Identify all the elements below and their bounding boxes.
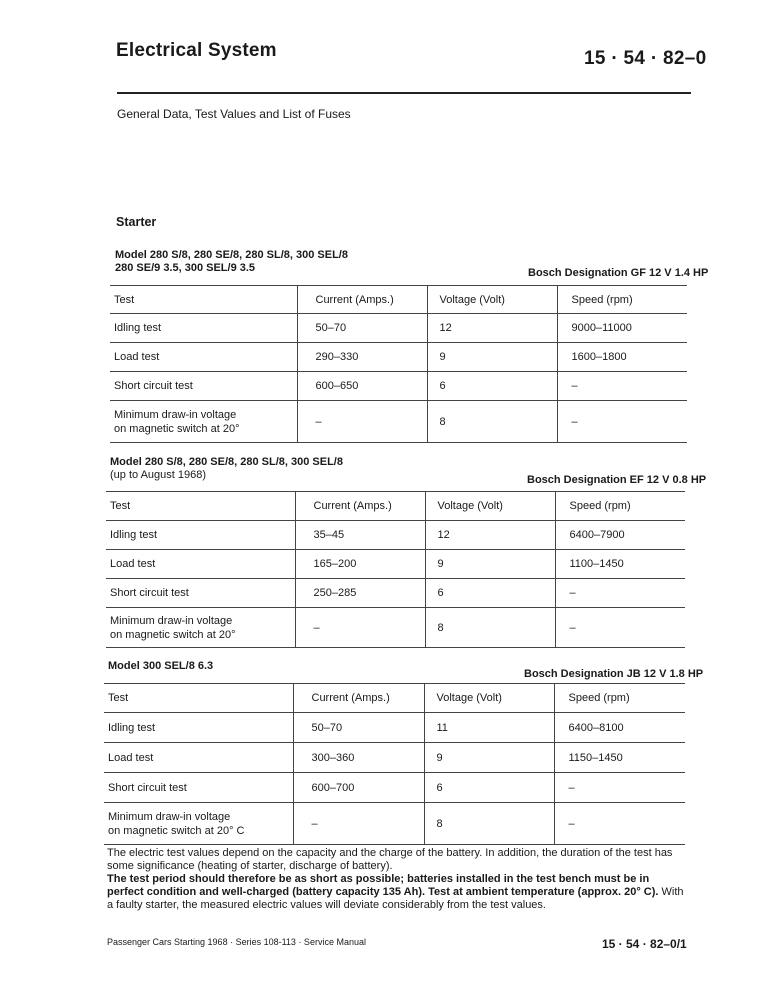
voltage-value: 6 xyxy=(424,773,554,803)
test-name-line-2: on magnetic switch at 20° xyxy=(114,422,240,435)
table-header-row xyxy=(106,492,685,521)
current-value: 300–360 xyxy=(293,743,424,773)
current-value: 250–285 xyxy=(295,579,425,608)
voltage-value: 9 xyxy=(427,343,557,372)
test-name-line-1: Minimum draw-in voltage xyxy=(108,810,231,823)
test-name: Load test xyxy=(110,558,156,570)
speed-value: – xyxy=(554,803,685,845)
section-title: Starter xyxy=(116,215,157,229)
table-row xyxy=(104,773,685,803)
table-row xyxy=(104,713,685,743)
test-name: Short circuit test xyxy=(108,781,187,794)
note-paragraph-2 xyxy=(107,873,687,912)
speed-value: – xyxy=(557,372,687,401)
col-header-voltage: Voltage (Volt) xyxy=(425,492,555,521)
spec-table-3 xyxy=(104,683,685,845)
test-name: Short circuit test xyxy=(114,380,193,392)
note-regular-text: With a faulty starter, the measured electric values will deviate considerably from the test values. xyxy=(107,886,684,911)
col-header-voltage: Voltage (Volt) xyxy=(424,684,554,713)
voltage-value: 12 xyxy=(425,521,555,550)
voltage-value: 8 xyxy=(424,803,554,845)
speed-value: 1150–1450 xyxy=(554,743,685,773)
test-name: Idling test xyxy=(114,322,162,334)
model-heading-1 xyxy=(115,249,348,275)
speed-value: 1600–1800 xyxy=(557,343,687,372)
current-value: – xyxy=(297,401,427,443)
model-line-1: Model 280 S/8, 280 SE/8, 280 SL/8, 300 SEL/8 xyxy=(110,456,343,468)
table-row xyxy=(104,803,685,845)
voltage-value: 6 xyxy=(427,372,557,401)
col-header-speed: Speed (rpm) xyxy=(555,492,685,521)
test-name-line-1: Minimum draw-in voltage xyxy=(114,408,237,421)
table-row xyxy=(106,579,685,608)
col-header-speed: Speed (rpm) xyxy=(554,684,685,713)
col-header-test: Test xyxy=(108,692,129,704)
model-heading-2 xyxy=(110,456,343,482)
speed-value: 6400–8100 xyxy=(554,713,685,743)
test-name xyxy=(104,803,293,845)
voltage-value: 12 xyxy=(427,314,557,343)
footer-page-code: 15 · 54 · 82–0/1 xyxy=(602,937,687,951)
footer-manual-title: Passenger Cars Starting 1968 · Series 108-113 · Service Manual xyxy=(107,937,366,947)
table-row xyxy=(106,608,685,648)
voltage-value: 9 xyxy=(425,550,555,579)
speed-value: 1100–1450 xyxy=(555,550,685,579)
test-name xyxy=(110,401,297,443)
spec-table-1 xyxy=(110,285,687,443)
col-header-current: Current (Amps.) xyxy=(293,684,424,713)
test-name-line-2: on magnetic switch at 20° C xyxy=(108,824,245,837)
page-title: Electrical System xyxy=(116,40,277,61)
page-subtitle: General Data, Test Values and List of Fuses xyxy=(117,107,351,121)
test-name: Short circuit test xyxy=(110,587,189,599)
speed-value: – xyxy=(555,608,685,648)
voltage-value: 11 xyxy=(424,713,554,743)
col-header-speed: Speed (rpm) xyxy=(557,286,687,314)
speed-value: 6400–7900 xyxy=(555,521,685,550)
col-header-test: Test xyxy=(114,293,135,306)
current-value: – xyxy=(293,803,424,845)
current-value: 50–70 xyxy=(293,713,424,743)
voltage-value: 9 xyxy=(424,743,554,773)
speed-value: – xyxy=(557,401,687,443)
col-header-current: Current (Amps.) xyxy=(295,492,425,521)
note-bold-text: The test period should therefore be as short as possible; batteries installed in the test bench must be in perfect condition and well-charged (battery capacity 135 Ah). Test at ambient temperature (approx. 20° C). xyxy=(107,873,659,898)
table-header-row xyxy=(104,684,685,713)
col-header-test: Test xyxy=(110,500,131,512)
table-row xyxy=(110,372,687,401)
table-row xyxy=(106,550,685,579)
current-value: 600–650 xyxy=(297,372,427,401)
voltage-value: 8 xyxy=(427,401,557,443)
test-name-line-1: Minimum draw-in voltage xyxy=(110,614,233,627)
test-name: Idling test xyxy=(110,529,158,541)
bosch-designation-3: Bosch Designation JB 12 V 1.8 HP xyxy=(524,668,704,680)
test-name-line-2: on magnetic switch at 20° xyxy=(110,628,236,641)
table-row xyxy=(110,343,687,372)
bosch-designation-1: Bosch Designation GF 12 V 1.4 HP xyxy=(528,267,709,279)
page-code: 15 · 54 · 82–0 xyxy=(584,48,707,69)
speed-value: – xyxy=(554,773,685,803)
table-row xyxy=(110,314,687,343)
table-row xyxy=(110,401,687,443)
table-header-row xyxy=(110,286,687,314)
speed-value: 9000–11000 xyxy=(557,314,687,343)
model-line-1: Model 280 S/8, 280 SE/8, 280 SL/8, 300 SEL/8 xyxy=(115,249,348,261)
model-heading-3 xyxy=(108,660,213,673)
spec-table-2 xyxy=(106,491,685,648)
current-value: 600–700 xyxy=(293,773,424,803)
note-paragraph-1: The electric test values depend on the capacity and the charge of the battery. In addition, the duration of the test has some significance (heating of starter, discharge of battery). xyxy=(107,847,673,872)
voltage-value: 8 xyxy=(425,608,555,648)
test-name: Load test xyxy=(108,751,154,764)
bosch-designation-2: Bosch Designation EF 12 V 0.8 HP xyxy=(527,474,707,486)
current-value: 165–200 xyxy=(295,550,425,579)
model-line-2: 280 SE/9 3.5, 300 SEL/9 3.5 xyxy=(115,262,256,274)
model-line-1: Model 300 SEL/8 6.3 xyxy=(108,660,214,672)
test-name: Idling test xyxy=(108,721,156,734)
speed-value: – xyxy=(555,579,685,608)
col-header-current: Current (Amps.) xyxy=(297,286,427,314)
col-header-voltage: Voltage (Volt) xyxy=(427,286,557,314)
table-row xyxy=(106,521,685,550)
table-row xyxy=(104,743,685,773)
notes xyxy=(107,847,687,912)
header-rule xyxy=(117,92,691,94)
model-line-2: (up to August 1968) xyxy=(110,469,207,481)
current-value: 50–70 xyxy=(297,314,427,343)
current-value: 35–45 xyxy=(295,521,425,550)
test-name xyxy=(106,608,295,648)
test-name: Load test xyxy=(114,351,160,363)
current-value: – xyxy=(295,608,425,648)
voltage-value: 6 xyxy=(425,579,555,608)
current-value: 290–330 xyxy=(297,343,427,372)
